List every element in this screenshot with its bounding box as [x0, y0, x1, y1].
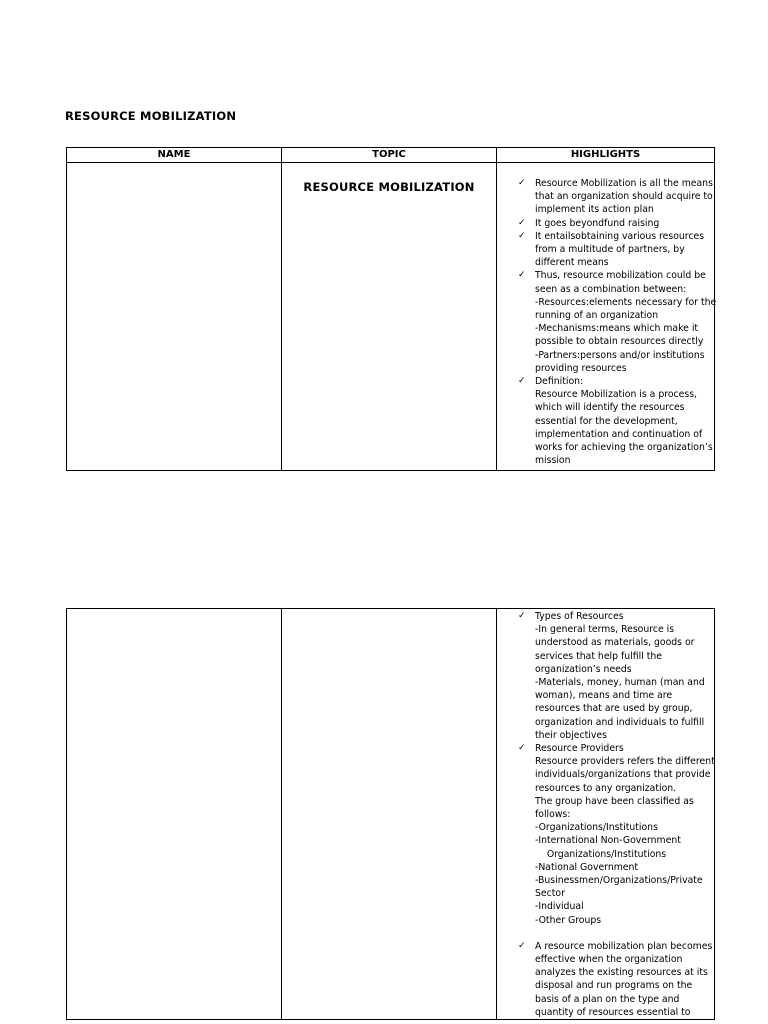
checkmark-icon: ✓	[518, 611, 526, 621]
topic-cell	[282, 163, 497, 471]
bullet-line: -Organizations/Institutions	[535, 822, 658, 834]
bullet-line: resources that are used by group,	[535, 703, 693, 715]
bullet-line: -Partners:persons and/or institutions	[535, 349, 705, 361]
bullet-line: resources to any organization.	[535, 782, 677, 794]
bullet-line: implement its action plan	[535, 204, 654, 216]
highlights-list	[497, 177, 717, 467]
bullet-line: It entailsobtaining various resources	[535, 230, 705, 242]
header-topic: TOPIC	[282, 148, 497, 163]
name-cell	[67, 163, 282, 471]
bullet-line: which will identify the resources	[535, 402, 685, 414]
bullet-line: Sector	[535, 888, 565, 900]
bullet-line: -Resources:elements necessary for the	[535, 296, 717, 308]
bullet-line: works for achieving the organization’s	[535, 442, 713, 454]
checkmark-icon: ✓	[518, 230, 526, 241]
bullet-line: effective when the organization	[535, 954, 683, 966]
bullet-line: essential for the development,	[535, 415, 678, 427]
highlights-table-page-2	[66, 608, 715, 1020]
table-row	[67, 609, 715, 1020]
topic-text: RESOURCE MOBILIZATION	[303, 180, 475, 194]
bullet-item	[497, 375, 714, 467]
bullet-line: follows:	[535, 809, 571, 821]
table-row	[67, 163, 715, 471]
bullet-line: providing resources	[535, 362, 627, 374]
bullet-item	[497, 610, 714, 742]
bullet-line: Resource providers refers the different	[535, 756, 715, 768]
bullet-line: -Businessmen/Organizations/Private	[535, 875, 703, 887]
bullet-line: -National Government	[535, 861, 639, 873]
bullet-item	[497, 177, 714, 217]
bullet-line: organization and individuals to fulfill	[535, 716, 705, 728]
table-header-row	[67, 148, 715, 163]
bullet-line: understood as materials, goods or	[535, 637, 695, 649]
checkmark-icon: ✓	[518, 940, 526, 951]
bullet-line: Resource Providers	[535, 743, 624, 755]
bullet-line: running of an organization	[535, 310, 659, 322]
bullet-item	[497, 230, 714, 270]
bullet-line: Resource Mobilization is a process,	[535, 389, 698, 401]
bullet-line: Organizations/Institutions	[535, 848, 667, 860]
bullet-line: woman), means and time are	[535, 690, 673, 702]
bullet-item	[497, 940, 714, 1019]
bullet-line: The group have been classified as	[535, 795, 694, 807]
highlights-cell	[497, 609, 715, 1020]
checkmark-icon: ✓	[518, 743, 526, 754]
bullet-line: that an organization should acquire to	[535, 191, 713, 203]
highlights-cell	[497, 163, 715, 471]
bullet-line: mission	[535, 455, 571, 467]
topic-cell	[282, 609, 497, 1020]
bullet-item	[497, 217, 714, 230]
bullet-spacer	[497, 927, 714, 940]
name-cell	[67, 609, 282, 1020]
bullet-line: -International Non-Government	[535, 835, 681, 847]
header-name: NAME	[67, 148, 282, 163]
bullet-line: -In general terms, Resource is	[535, 624, 675, 636]
bullet-line: A resource mobilization plan becomes	[535, 940, 713, 952]
highlights-list	[497, 610, 714, 1019]
bullet-line: It goes beyondfund raising	[535, 217, 660, 229]
bullet-line: individuals/organizations that provide	[535, 769, 711, 781]
bullet-line: basis of a plan on the type and	[535, 993, 680, 1005]
bullet-line: quantity of resources essential to	[535, 1006, 691, 1018]
bullet-item	[497, 742, 714, 927]
bullet-line: services that help fulfill the	[535, 650, 662, 662]
bullet-line: different means	[535, 257, 609, 269]
bullet-item	[497, 269, 717, 375]
checkmark-icon: ✓	[518, 376, 526, 387]
checkmark-icon: ✓	[518, 217, 526, 228]
bullet-line: disposal and run programs on the	[535, 980, 693, 992]
bullet-line: possible to obtain resources directly	[535, 336, 704, 348]
bullet-line: their objectives	[535, 729, 607, 741]
bullet-line: analyzes the existing resources at its	[535, 967, 708, 979]
bullet-line: from a multitude of partners, by	[535, 244, 685, 256]
bullet-line: -Individual	[535, 901, 584, 913]
bullet-line: seen as a combination between:	[535, 283, 687, 295]
highlights-table-page-1	[66, 147, 715, 471]
header-highlights: HIGHLIGHTS	[497, 148, 715, 163]
bullet-line: implementation and continuation of	[535, 428, 703, 440]
bullet-line: organization’s needs	[535, 663, 632, 675]
bullet-line: Types of Resources	[535, 611, 624, 622]
bullet-line: Resource Mobilization is all the means	[535, 178, 713, 189]
bullet-line: Definition:	[535, 376, 584, 388]
document-title: RESOURCE MOBILIZATION	[65, 109, 237, 123]
bullet-line: -Mechanisms:means which make it	[535, 323, 699, 335]
bullet-line: -Materials, money, human (man and	[535, 677, 705, 689]
bullet-line: -Other Groups	[535, 914, 602, 926]
checkmark-icon: ✓	[518, 270, 526, 281]
bullet-line: Thus, resource mobilization could be	[535, 270, 706, 282]
checkmark-icon: ✓	[518, 178, 526, 188]
